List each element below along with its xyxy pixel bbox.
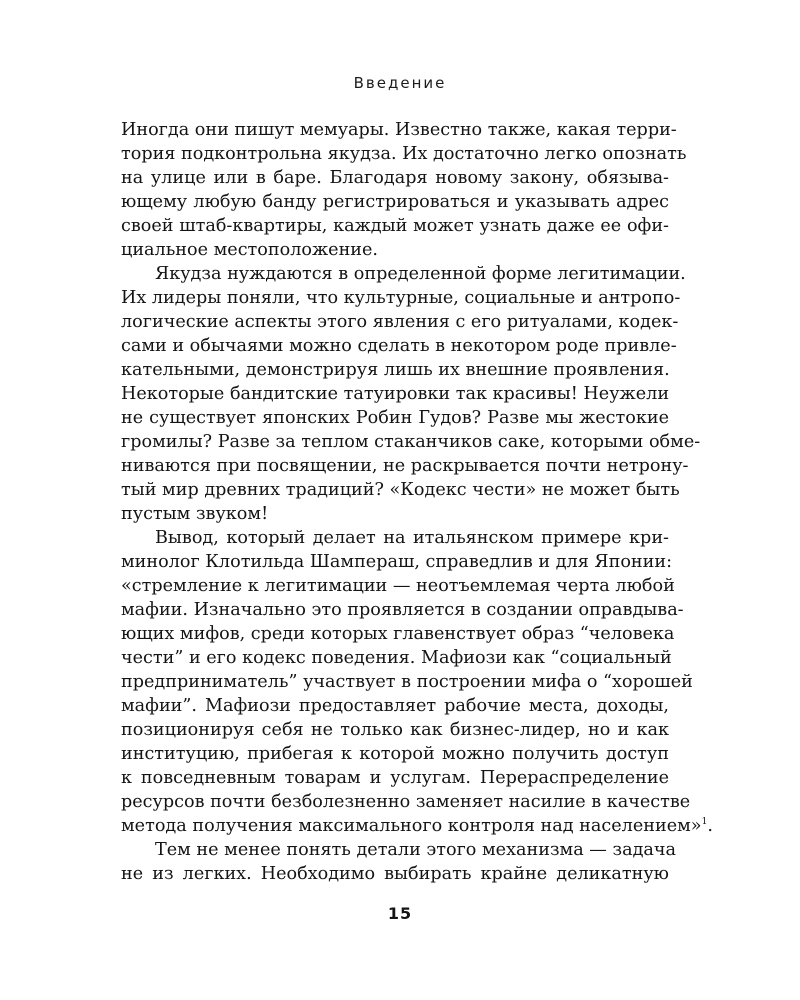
text-line: мафии. Изначально это проявляется в создании оправдыва-: [121, 600, 684, 620]
page-number: 15: [387, 904, 413, 923]
text-line-with-footnote: [121, 814, 713, 838]
footnote-marker[interactable]: 1: [701, 817, 708, 828]
text-line: позиционируя себя не только как бизнес-лидер, но и как: [121, 720, 669, 740]
text-line: ющему любую банду регистрироваться и указывать адрес: [121, 192, 669, 212]
text-line: громилы? Разве за теплом стаканчиков саке, которыми обме-: [121, 432, 701, 452]
text-line: Якудза нуждаются в определенной форме легитимации.: [155, 264, 686, 284]
text-line: логические аспекты этого явления с его ритуалами, кодек-: [121, 312, 679, 332]
text-line: институцию, прибегая к которой можно получить доступ: [121, 744, 669, 764]
text-line: Вывод, который делает на итальянском примере кри-: [155, 528, 669, 548]
text-line: мафии”. Мафиози предоставляет рабочие места, доходы,: [121, 696, 669, 716]
text-line: Некоторые бандитские татуировки так красивы! Неужели: [121, 384, 670, 404]
text-line: минолог Клотильда Шампераш, справедлив и для Японии:: [121, 552, 673, 572]
text-line: пустым звуком!: [121, 504, 269, 524]
text-line: «стремление к легитимации — неотъемлемая черта любой: [121, 576, 675, 596]
sentence-period: .: [707, 816, 713, 836]
text-line: тория подконтрольна якудза. Их достаточно легко опознать: [121, 144, 687, 164]
text-line: ниваются при посвящении, не раскрывается почти нетрону-: [121, 456, 689, 476]
text-line: кательными, демонстрируя лишь их внешние проявления.: [121, 360, 670, 380]
text-line: ющих мифов, среди которых главенствует образ “человека: [121, 624, 675, 644]
text-line: на улице или в баре. Благодаря новому закону, обязыва-: [121, 168, 669, 188]
text-line: чести” и его кодекс поведения. Мафиози как “социальный: [121, 648, 672, 668]
text-line: ресурсов почти безболезненно заменяет насилие в качестве: [121, 792, 691, 812]
text-line: Иногда они пишут мемуары. Известно также, какая терри-: [121, 120, 677, 140]
text-line: к повседневным товарам и услугам. Перераспределение: [121, 768, 669, 788]
body-text: [121, 118, 713, 886]
text-line: Тем не менее понять детали этого механизма — задача: [155, 840, 677, 860]
running-head: Введение: [353, 74, 447, 92]
text-line: сами и обычаями можно сделать в некотором роде привле-: [121, 336, 677, 356]
text-line: не из легких. Необходимо выбирать крайне деликатную: [121, 864, 669, 884]
text-line: предприниматель” участвует в построении мифа о “хорошей: [121, 672, 693, 692]
text-line: своей штаб-квартиры, каждый может узнать даже ее офи-: [121, 216, 669, 236]
text-line: Их лидеры поняли, что культурные, социальные и антропо-: [121, 288, 681, 308]
text-line: тый мир древних традиций? «Кодекс чести» не может быть: [121, 480, 680, 500]
text-line: циальное местоположение.: [121, 240, 379, 260]
text-line: метода получения максимального контроля над населением»: [121, 816, 702, 836]
text-line: не существует японских Робин Гудов? Разве мы жестокие: [121, 408, 669, 428]
